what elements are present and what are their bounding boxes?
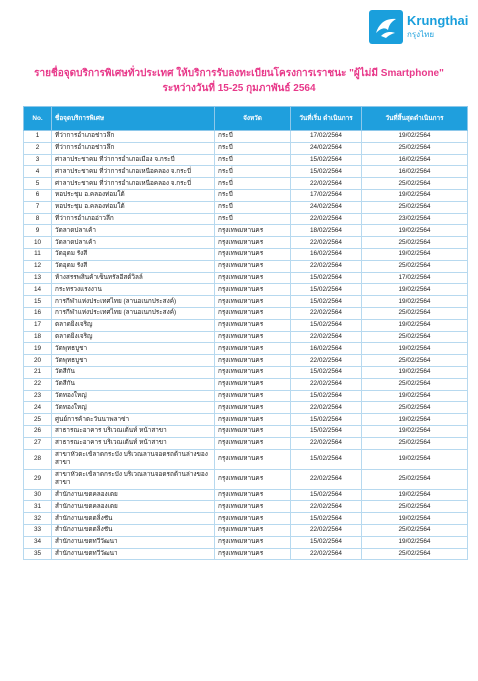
province: กรุงเทพมหานคร bbox=[215, 248, 291, 260]
row-number: 19 bbox=[24, 343, 52, 355]
location-name: ห้างสรรพสินค้าเซ็นทรัลอีสต์วิลล์ bbox=[52, 272, 215, 284]
province: กระบี่ bbox=[215, 154, 291, 166]
start-date: 22/02/2564 bbox=[291, 524, 362, 536]
end-date: 25/02/2564 bbox=[362, 469, 468, 489]
end-date: 19/02/2564 bbox=[362, 296, 468, 308]
table-row bbox=[24, 307, 468, 319]
row-number: 17 bbox=[24, 319, 52, 331]
row-number: 8 bbox=[24, 213, 52, 225]
end-date: 25/02/2564 bbox=[362, 402, 468, 414]
start-date: 15/02/2564 bbox=[291, 390, 362, 402]
start-date: 18/02/2564 bbox=[291, 225, 362, 237]
end-date: 19/02/2564 bbox=[362, 248, 468, 260]
start-date: 22/02/2564 bbox=[291, 307, 362, 319]
province: กรุงเทพมหานคร bbox=[215, 402, 291, 414]
table-row bbox=[24, 131, 468, 143]
end-date: 19/02/2564 bbox=[362, 414, 468, 426]
end-date: 19/02/2564 bbox=[362, 390, 468, 402]
end-date: 25/02/2564 bbox=[362, 524, 468, 536]
row-number: 22 bbox=[24, 378, 52, 390]
location-name: สำนักงานเขตทวีวัฒนา bbox=[52, 536, 215, 548]
row-number: 33 bbox=[24, 524, 52, 536]
end-date: 17/02/2564 bbox=[362, 272, 468, 284]
table-row bbox=[24, 449, 468, 469]
province: กรุงเทพมหานคร bbox=[215, 513, 291, 525]
location-name: การกีฬาแห่งประเทศไทย (ลานอเนกประสงค์) bbox=[52, 296, 215, 308]
end-date: 25/02/2564 bbox=[362, 237, 468, 249]
table-row bbox=[24, 201, 468, 213]
start-date: 15/02/2564 bbox=[291, 284, 362, 296]
start-date: 22/02/2564 bbox=[291, 213, 362, 225]
row-number: 29 bbox=[24, 469, 52, 489]
start-date: 16/02/2564 bbox=[291, 248, 362, 260]
row-number: 9 bbox=[24, 225, 52, 237]
end-date: 25/02/2564 bbox=[362, 501, 468, 513]
row-number: 21 bbox=[24, 366, 52, 378]
location-name: หอประชุม อ.คลองท่อมใต้ bbox=[52, 189, 215, 201]
province: กรุงเทพมหานคร bbox=[215, 414, 291, 426]
table-row bbox=[24, 390, 468, 402]
row-number: 12 bbox=[24, 260, 52, 272]
province: กระบี่ bbox=[215, 131, 291, 143]
location-name: วัดอุดม รังสี bbox=[52, 260, 215, 272]
row-number: 24 bbox=[24, 402, 52, 414]
table-row bbox=[24, 225, 468, 237]
start-date: 15/02/2564 bbox=[291, 166, 362, 178]
row-number: 2 bbox=[24, 142, 52, 154]
location-name: วัดทองใหญ่ bbox=[52, 402, 215, 414]
province: กรุงเทพมหานคร bbox=[215, 225, 291, 237]
row-number: 15 bbox=[24, 296, 52, 308]
start-date: 22/02/2564 bbox=[291, 437, 362, 449]
table-row bbox=[24, 366, 468, 378]
location-name: วัดทองใหญ่ bbox=[52, 390, 215, 402]
province: กระบี่ bbox=[215, 189, 291, 201]
table-row bbox=[24, 548, 468, 560]
row-number: 5 bbox=[24, 178, 52, 190]
table-row bbox=[24, 284, 468, 296]
end-date: 16/02/2564 bbox=[362, 166, 468, 178]
start-date: 22/02/2564 bbox=[291, 469, 362, 489]
province: กรุงเทพมหานคร bbox=[215, 548, 291, 560]
province: กรุงเทพมหานคร bbox=[215, 524, 291, 536]
start-date: 15/02/2564 bbox=[291, 154, 362, 166]
start-date: 15/02/2564 bbox=[291, 489, 362, 501]
table-row bbox=[24, 402, 468, 414]
province: กรุงเทพมหานคร bbox=[215, 378, 291, 390]
start-date: 16/02/2564 bbox=[291, 343, 362, 355]
location-name: ที่ว่าการอำเภอช่าวลึก bbox=[52, 142, 215, 154]
table-row bbox=[24, 425, 468, 437]
start-date: 24/02/2564 bbox=[291, 201, 362, 213]
location-name: สำนักงานเขตตลิ่งชัน bbox=[52, 513, 215, 525]
end-date: 25/02/2564 bbox=[362, 378, 468, 390]
province: กรุงเทพมหานคร bbox=[215, 272, 291, 284]
province: กรุงเทพมหานคร bbox=[215, 425, 291, 437]
province: กรุงเทพมหานคร bbox=[215, 331, 291, 343]
location-name: วัดสีกัน bbox=[52, 378, 215, 390]
page-subtitle: ระหว่างวันที่ 15-25 กุมภาพันธ์ 2564 bbox=[162, 83, 316, 94]
row-number: 27 bbox=[24, 437, 52, 449]
table-row bbox=[24, 437, 468, 449]
krungthai-logo bbox=[369, 8, 469, 48]
start-date: 22/02/2564 bbox=[291, 237, 362, 249]
row-number: 1 bbox=[24, 131, 52, 143]
row-number: 35 bbox=[24, 548, 52, 560]
end-date: 16/02/2564 bbox=[362, 154, 468, 166]
start-date: 15/02/2564 bbox=[291, 366, 362, 378]
end-date: 25/02/2564 bbox=[362, 355, 468, 367]
row-number: 7 bbox=[24, 201, 52, 213]
row-number: 30 bbox=[24, 489, 52, 501]
table-row bbox=[24, 154, 468, 166]
start-date: 22/02/2564 bbox=[291, 178, 362, 190]
location-name: สาขาหัวตะเข้ลาดกระบัง บริเวณลานจอดรถด้านล่างของสาขา bbox=[52, 449, 215, 469]
table-row bbox=[24, 189, 468, 201]
location-name: ที่ว่าการอำเภอช่าวลึก bbox=[52, 131, 215, 143]
column-header-start-date: วันที่เริ่ม ดำเนินการ bbox=[291, 107, 362, 131]
end-date: 25/02/2564 bbox=[362, 307, 468, 319]
row-number: 11 bbox=[24, 248, 52, 260]
table-row bbox=[24, 142, 468, 154]
table-row bbox=[24, 260, 468, 272]
location-name: กระทรวงแรงงาน bbox=[52, 284, 215, 296]
table-row bbox=[24, 355, 468, 367]
location-name: สาธารณะอาคาร บริเวณเต้นท์ หน้าสาขา bbox=[52, 425, 215, 437]
location-name: ศาลาประชาคม ที่ว่าการอำเภอเหนือคลอง จ.กระบี่ bbox=[52, 166, 215, 178]
end-date: 25/02/2564 bbox=[362, 548, 468, 560]
table-row bbox=[24, 272, 468, 284]
location-name: สำนักงานเขตตลิ่งชัน bbox=[52, 524, 215, 536]
row-number: 28 bbox=[24, 449, 52, 469]
province: กรุงเทพมหานคร bbox=[215, 355, 291, 367]
service-points-table bbox=[23, 106, 468, 560]
column-header-no: No. bbox=[24, 107, 52, 131]
start-date: 15/02/2564 bbox=[291, 414, 362, 426]
end-date: 25/02/2564 bbox=[362, 331, 468, 343]
brand-subtitle: กรุงไทย bbox=[407, 30, 435, 39]
province: กรุงเทพมหานคร bbox=[215, 489, 291, 501]
location-name: วัดอุดม รังสี bbox=[52, 248, 215, 260]
location-name: วัดลาดปลาเค้า bbox=[52, 225, 215, 237]
column-header-location: ชื่อจุดบริการพิเศษ bbox=[52, 107, 215, 131]
krungthai-bird-icon bbox=[369, 10, 403, 44]
end-date: 19/02/2564 bbox=[362, 513, 468, 525]
row-number: 20 bbox=[24, 355, 52, 367]
end-date: 23/02/2564 bbox=[362, 213, 468, 225]
end-date: 19/02/2564 bbox=[362, 131, 468, 143]
row-number: 23 bbox=[24, 390, 52, 402]
location-name: ตลาดยิ่งเจริญ bbox=[52, 331, 215, 343]
end-date: 25/02/2564 bbox=[362, 437, 468, 449]
start-date: 22/02/2564 bbox=[291, 331, 362, 343]
location-name: ศูนย์การค้าตะวันนาพลาซ่า bbox=[52, 414, 215, 426]
start-date: 22/02/2564 bbox=[291, 501, 362, 513]
location-name: ตลาดยิ่งเจริญ bbox=[52, 319, 215, 331]
row-number: 25 bbox=[24, 414, 52, 426]
table-row bbox=[24, 489, 468, 501]
table-row bbox=[24, 248, 468, 260]
location-name: สำนักงานเขตคลองเตย bbox=[52, 501, 215, 513]
row-number: 31 bbox=[24, 501, 52, 513]
province: กรุงเทพมหานคร bbox=[215, 343, 291, 355]
start-date: 15/02/2564 bbox=[291, 296, 362, 308]
row-number: 4 bbox=[24, 166, 52, 178]
location-name: ที่ว่าการอำเภออ่าวลึก bbox=[52, 213, 215, 225]
province: กรุงเทพมหานคร bbox=[215, 296, 291, 308]
table-row bbox=[24, 296, 468, 308]
province: กรุงเทพมหานคร bbox=[215, 390, 291, 402]
end-date: 25/02/2564 bbox=[362, 142, 468, 154]
province: กระบี่ bbox=[215, 178, 291, 190]
end-date: 19/02/2564 bbox=[362, 449, 468, 469]
location-name: ศาลาประชาคม ที่ว่าการอำเภอเมือง จ.กระบี่ bbox=[52, 154, 215, 166]
start-date: 15/02/2564 bbox=[291, 425, 362, 437]
column-header-province: จังหวัด bbox=[215, 107, 291, 131]
location-name: สำนักงานเขตคลองเตย bbox=[52, 489, 215, 501]
table-row bbox=[24, 237, 468, 249]
start-date: 15/02/2564 bbox=[291, 319, 362, 331]
row-number: 14 bbox=[24, 284, 52, 296]
start-date: 15/02/2564 bbox=[291, 513, 362, 525]
location-name: การกีฬาแห่งประเทศไทย (ลานอเนกประสงค์) bbox=[52, 307, 215, 319]
table-row bbox=[24, 343, 468, 355]
start-date: 22/02/2564 bbox=[291, 355, 362, 367]
location-name: สาธารณะอาคาร บริเวณเต้นท์ หน้าสาขา bbox=[52, 437, 215, 449]
province: กรุงเทพมหานคร bbox=[215, 501, 291, 513]
start-date: 22/02/2564 bbox=[291, 402, 362, 414]
start-date: 15/02/2564 bbox=[291, 536, 362, 548]
end-date: 25/02/2564 bbox=[362, 260, 468, 272]
table-row bbox=[24, 469, 468, 489]
start-date: 24/02/2564 bbox=[291, 142, 362, 154]
row-number: 6 bbox=[24, 189, 52, 201]
row-number: 18 bbox=[24, 331, 52, 343]
row-number: 3 bbox=[24, 154, 52, 166]
province: กรุงเทพมหานคร bbox=[215, 260, 291, 272]
end-date: 19/02/2564 bbox=[362, 225, 468, 237]
row-number: 13 bbox=[24, 272, 52, 284]
page-title: รายชื่อจุดบริการพิเศษทั่วประเทศ ให้บริการรับลงทะเบียนโครงการเราชนะ "ผู้ไม่มี Smartphone" bbox=[34, 68, 444, 79]
end-date: 19/02/2564 bbox=[362, 319, 468, 331]
province: กรุงเทพมหานคร bbox=[215, 307, 291, 319]
province: กรุงเทพมหานคร bbox=[215, 469, 291, 489]
row-number: 34 bbox=[24, 536, 52, 548]
start-date: 22/02/2564 bbox=[291, 548, 362, 560]
table-row bbox=[24, 414, 468, 426]
table-row bbox=[24, 166, 468, 178]
location-name: วัดลาดปลาเค้า bbox=[52, 237, 215, 249]
table-row bbox=[24, 319, 468, 331]
province: กระบี่ bbox=[215, 166, 291, 178]
table-row bbox=[24, 331, 468, 343]
row-number: 26 bbox=[24, 425, 52, 437]
row-number: 32 bbox=[24, 513, 52, 525]
province: กระบี่ bbox=[215, 213, 291, 225]
table-row bbox=[24, 378, 468, 390]
start-date: 15/02/2564 bbox=[291, 272, 362, 284]
table-row bbox=[24, 501, 468, 513]
start-date: 22/02/2564 bbox=[291, 378, 362, 390]
table-row bbox=[24, 524, 468, 536]
end-date: 19/02/2564 bbox=[362, 366, 468, 378]
province: กระบี่ bbox=[215, 142, 291, 154]
province: กรุงเทพมหานคร bbox=[215, 437, 291, 449]
end-date: 19/02/2564 bbox=[362, 425, 468, 437]
row-number: 10 bbox=[24, 237, 52, 249]
location-name: สาขาหัวตะเข้ลาดกระบัง บริเวณลานจอดรถด้านล่างของสาขา bbox=[52, 469, 215, 489]
table-row bbox=[24, 178, 468, 190]
province: กระบี่ bbox=[215, 201, 291, 213]
table-row bbox=[24, 213, 468, 225]
end-date: 19/02/2564 bbox=[362, 536, 468, 548]
location-name: วัดพุทธบูชา bbox=[52, 355, 215, 367]
row-number: 16 bbox=[24, 307, 52, 319]
start-date: 15/02/2564 bbox=[291, 449, 362, 469]
province: กรุงเทพมหานคร bbox=[215, 366, 291, 378]
location-name: หอประชุม อ.คลองท่อมใต้ bbox=[52, 201, 215, 213]
location-name: วัดสีกัน bbox=[52, 366, 215, 378]
province: กรุงเทพมหานคร bbox=[215, 237, 291, 249]
table-row bbox=[24, 536, 468, 548]
table-row bbox=[24, 513, 468, 525]
location-name: สำนักงานเขตทวีวัฒนา bbox=[52, 548, 215, 560]
brand-name: Krungthai bbox=[407, 13, 469, 28]
table-header-row bbox=[24, 107, 468, 131]
end-date: 25/02/2564 bbox=[362, 201, 468, 213]
end-date: 19/02/2564 bbox=[362, 189, 468, 201]
location-name: ศาลาประชาคม ที่ว่าการอำเภอเหนือคลอง จ.กระบี่ bbox=[52, 178, 215, 190]
province: กรุงเทพมหานคร bbox=[215, 319, 291, 331]
start-date: 17/02/2564 bbox=[291, 189, 362, 201]
province: กรุงเทพมหานคร bbox=[215, 449, 291, 469]
province: กรุงเทพมหานคร bbox=[215, 536, 291, 548]
location-name: วัดพุทธบูชา bbox=[52, 343, 215, 355]
start-date: 22/02/2564 bbox=[291, 260, 362, 272]
column-header-end-date: วันที่สิ้นสุดดำเนินการ bbox=[362, 107, 468, 131]
end-date: 19/02/2564 bbox=[362, 489, 468, 501]
end-date: 25/02/2564 bbox=[362, 178, 468, 190]
province: กรุงเทพมหานคร bbox=[215, 284, 291, 296]
start-date: 17/02/2564 bbox=[291, 131, 362, 143]
end-date: 19/02/2564 bbox=[362, 343, 468, 355]
end-date: 19/02/2564 bbox=[362, 284, 468, 296]
